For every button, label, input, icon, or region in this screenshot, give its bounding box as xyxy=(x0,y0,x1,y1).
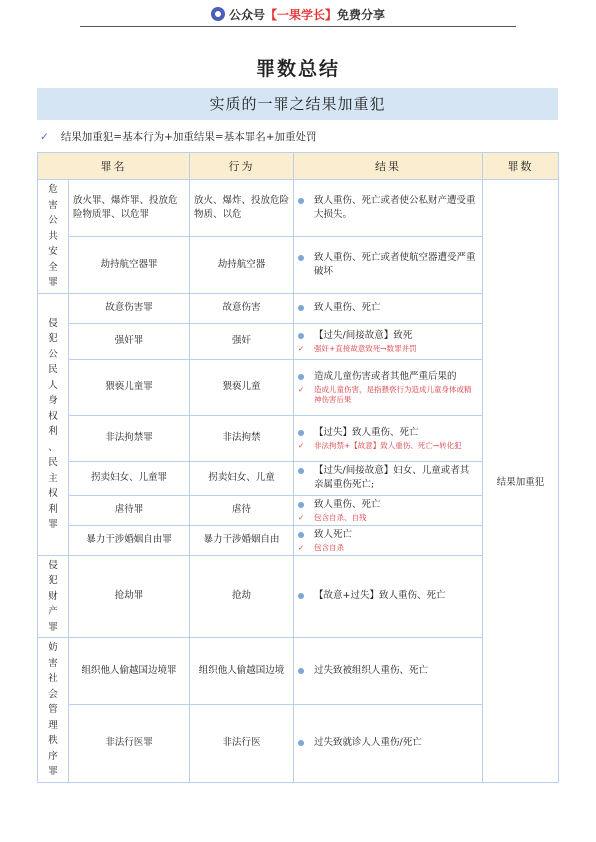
note-line: ✓ 包含自杀、自残 xyxy=(298,512,367,522)
bullet-icon xyxy=(298,740,304,746)
result-cell: 【过失/间接故意】妇女、儿童或者其亲属重伤死亡; xyxy=(294,461,483,495)
crime-cell: 非法行医罪 xyxy=(69,704,190,782)
red-check-icon: ✓ xyxy=(298,542,305,552)
header-count: 罪数 xyxy=(483,153,559,180)
crime-cell: 强奸罪 xyxy=(69,323,190,359)
brand-highlight: 一果学长 xyxy=(276,8,325,22)
category-property: 侵 犯 财 产 罪 xyxy=(38,555,69,638)
note-line: ✓ 强奸+直接故意致死→数罪并罚 xyxy=(298,343,417,353)
act-cell: 暴力干涉婚姻自由 xyxy=(190,525,294,555)
act-cell: 虐待 xyxy=(190,495,294,525)
table-row xyxy=(38,525,559,555)
table-row xyxy=(38,359,559,415)
result-cell: 【过失/间接故意】致死 ✓ 强奸+直接故意致死→数罪并罚 xyxy=(294,323,483,359)
act-cell: 猥亵儿童 xyxy=(190,359,294,415)
table-row xyxy=(38,555,559,638)
category-personal-rights: 侵 犯 公 民 人 身 权 利 、 民 主 权 利 罪 xyxy=(38,293,69,555)
crime-cell: 故意伤害罪 xyxy=(69,293,190,323)
table-row xyxy=(38,638,559,705)
top-banner xyxy=(0,0,596,28)
formula-line xyxy=(40,129,317,144)
brand-bracket-close: 】 xyxy=(325,8,338,22)
note-line: ✓ 非法拘禁+【故意】致人重伤、死亡→转化犯 xyxy=(298,440,462,450)
category-social-order: 妨 害 社 会 管 理 秩 序 罪 xyxy=(38,638,69,783)
table-row xyxy=(38,461,559,495)
table-row xyxy=(38,323,559,359)
red-check-icon: ✓ xyxy=(298,343,305,353)
crime-cell: 劫持航空器罪 xyxy=(69,236,190,293)
formula-text: 结果加重犯=基本行为+加重结果=基本罪名+加重处罚 xyxy=(60,131,317,143)
note-line: ✓ 包含自杀 xyxy=(298,542,344,552)
brand-bracket-open: 【 xyxy=(264,8,277,22)
section-title: 实质的一罪之结果加重犯 xyxy=(37,88,558,120)
table-row xyxy=(38,704,559,782)
red-check-icon: ✓ xyxy=(298,384,305,394)
header-divider xyxy=(80,26,516,27)
crime-cell: 放火罪、爆炸罪、投放危险物质罪、以危罪 xyxy=(69,180,190,237)
bullet-icon xyxy=(298,333,304,339)
result-cell: 致人死亡 ✓ 包含自杀 xyxy=(294,525,483,555)
brand-suffix: 免费分享 xyxy=(337,8,386,22)
summary-table xyxy=(37,152,559,783)
result-cell: 过失致就诊人人重伤/死亡 xyxy=(294,704,483,782)
crime-cell: 组织他人偷越国边境罪 xyxy=(69,638,190,705)
act-cell: 故意伤害 xyxy=(190,293,294,323)
table-header-row xyxy=(38,153,559,180)
result-cell: 致人重伤、死亡 xyxy=(294,293,483,323)
bullet-icon xyxy=(298,374,304,380)
table-row xyxy=(38,180,559,237)
crime-cell: 非法拘禁罪 xyxy=(69,415,190,461)
header-crime: 罪名 xyxy=(38,153,190,180)
penalty-cell: 结果加重犯 xyxy=(483,180,559,783)
table-row xyxy=(38,415,559,461)
result-cell: 【过失】致人重伤、死亡 ✓ 非法拘禁+【故意】致人重伤、死亡→转化犯 xyxy=(294,415,483,461)
result-cell: 【故意+过失】致人重伤、死亡 xyxy=(294,555,483,638)
brand-prefix: 公众号 xyxy=(228,8,265,22)
bullet-icon xyxy=(298,668,304,674)
header-act: 行为 xyxy=(190,153,294,180)
header-result: 结果 xyxy=(294,153,483,180)
act-cell: 非法拘禁 xyxy=(190,415,294,461)
page-title: 罪数总结 xyxy=(255,58,340,80)
act-cell: 抢劫 xyxy=(190,555,294,638)
bullet-icon xyxy=(298,468,304,474)
result-cell: 致人重伤、死亡或者使公私财产遭受重大损失。 xyxy=(294,180,483,237)
bullet-icon xyxy=(298,198,304,204)
checkmark-icon: ✓ xyxy=(40,131,49,143)
crime-cell: 虐待罪 xyxy=(69,495,190,525)
act-cell: 放火、爆炸、投放危险物质、以危 xyxy=(190,180,294,237)
result-cell: 造成儿童伤害或者其他严重后果的 ✓ 造成儿童伤害，是指猥亵行为造成儿童身体或精神伤害后果 xyxy=(294,359,483,415)
act-cell: 非法行医 xyxy=(190,704,294,782)
act-cell: 劫持航空器 xyxy=(190,236,294,293)
category-public-safety: 危 害 公 共 安 全 罪 xyxy=(38,180,69,294)
red-check-icon: ✓ xyxy=(298,512,305,522)
table-row xyxy=(38,293,559,323)
crime-cell: 暴力干涉婚姻自由罪 xyxy=(69,525,190,555)
brand-line xyxy=(0,6,596,23)
table-row xyxy=(38,495,559,525)
bullet-icon xyxy=(298,502,304,508)
result-cell: 过失致被组织人重伤、死亡 xyxy=(294,638,483,705)
result-cell: 致人重伤、死亡或者使航空器遭受严重破坏 xyxy=(294,236,483,293)
red-check-icon: ✓ xyxy=(298,440,305,450)
crime-cell: 抢劫罪 xyxy=(69,555,190,638)
account-logo-icon xyxy=(211,7,225,21)
act-cell: 拐卖妇女、儿童 xyxy=(190,461,294,495)
result-cell: 致人重伤、死亡 ✓ 包含自杀、自残 xyxy=(294,495,483,525)
bullet-icon xyxy=(298,305,304,311)
bullet-icon xyxy=(298,532,304,538)
note-line: ✓ 造成儿童伤害，是指猥亵行为造成儿童身体或精神伤害后果 xyxy=(298,384,472,404)
bullet-icon xyxy=(298,255,304,261)
crime-cell: 猥亵儿童罪 xyxy=(69,359,190,415)
table-row xyxy=(38,236,559,293)
bullet-icon xyxy=(298,593,304,599)
act-cell: 强奸 xyxy=(190,323,294,359)
crime-cell: 拐卖妇女、儿童罪 xyxy=(69,461,190,495)
bullet-icon xyxy=(298,430,304,436)
act-cell: 组织他人偷越国边境 xyxy=(190,638,294,705)
